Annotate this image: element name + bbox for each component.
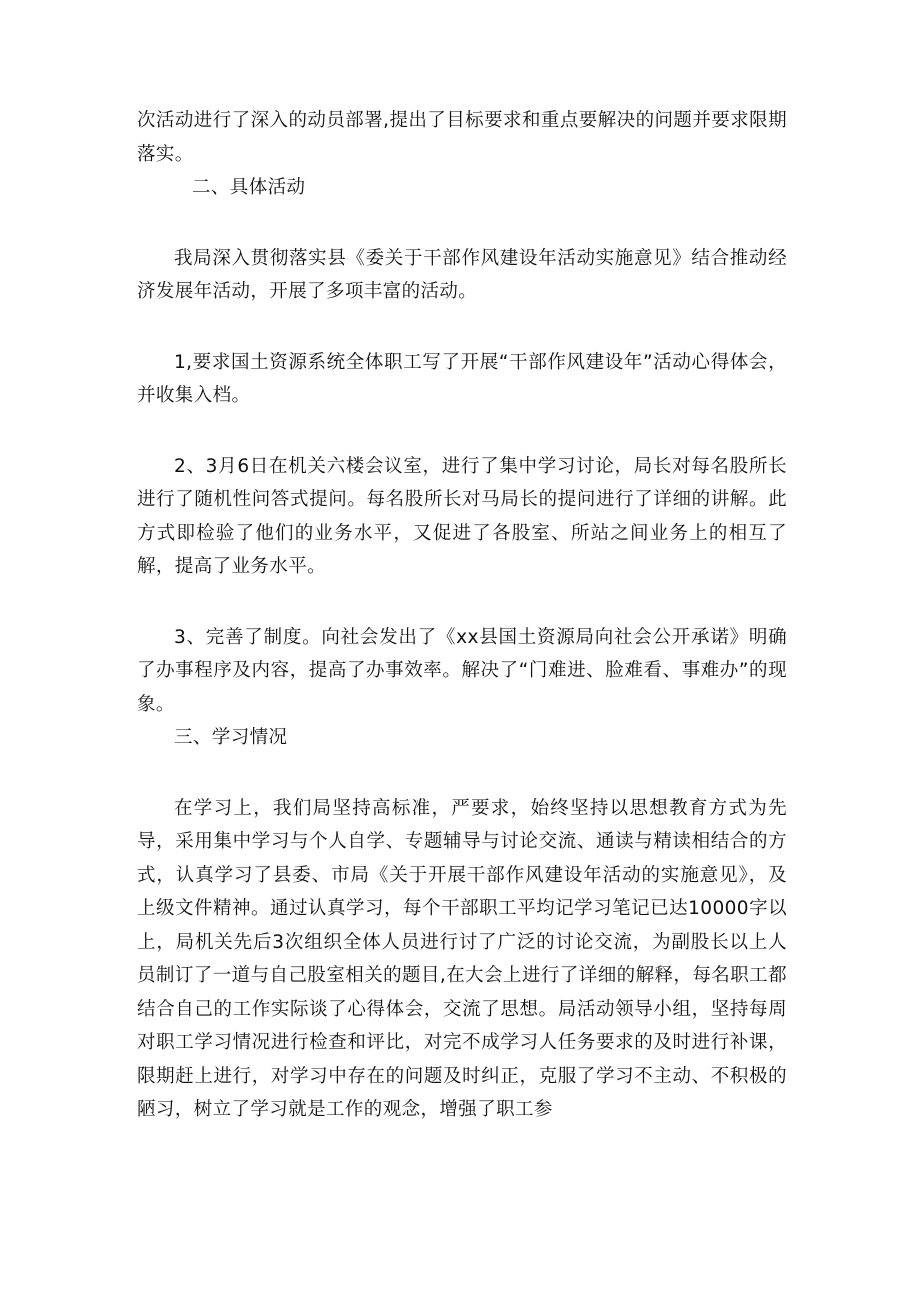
paragraph-item-3: 3、完善了制度。向社会发出了《xx县国土资源局向社会公开承诺》明确了办事程序及内容，提高了办事效率。解决了“门难进、脸难看、事难办”的现象。 — [137, 626, 787, 715]
document-body — [137, 104, 787, 1127]
section-heading-specific-activities: 二、具体活动 — [192, 177, 306, 198]
paragraph-study-details: 在学习上，我们局坚持高标准，严要求，始终坚持以思想教育方式为先导，采用集中学习与个人自学、专题辅导与讨论交流、通读与精读相结合的方式，认真学习了县委、市局《关于开展干部作风建设年活动的实施意见》，及上级文件精神。通过认真学习，每个干部职工平均记学习笔记已达10000字以上，局机关先后3次组织全体人员进行讨了广泛的讨论交流，为副股长以上人员制订了一道与自己股室相关的题目,在大会上进行了详细的解释，每名职工都结合自己的工作实际谈了心得体会，交流了思想。局活动领导小组，坚持每周对职工学习情况进行检查和评比，对完不成学习人任务要求的及时进行补课，限期赶上进行，对学习中存在的问题及时纠正，克服了学习不主动、不积极的陋习，树立了学习就是工作的观念，增强了职工参 — [137, 797, 787, 1120]
section-heading-study-situation: 三、学习情况 — [174, 727, 288, 748]
paragraph-item-1: 1,要求国土资源系统全体职工写了开展“干部作风建设年”活动心得体会，并收集入档。 — [137, 351, 787, 406]
paragraph-continuation: 次活动进行了深入的动员部署,提出了目标要求和重点要解决的问题并要求限期落实。 — [137, 110, 787, 165]
paragraph-item-2: 2、3月6日在机关六楼会议室，进行了集中学习讨论，局长对每名股所长进行了随机性问答式提问。每名股所长对马局长的提问进行了详细的讲解。此方式即检验了他们的业务水平，又促进了各股室、所站之间业务上的相互了解，提高了业务水平。 — [137, 455, 787, 577]
paragraph-activities-intro: 我局深入贯彻落实县《委关于干部作风建设年活动实施意见》结合推动经济发展年活动，开展了多项丰富的活动。 — [137, 247, 787, 302]
